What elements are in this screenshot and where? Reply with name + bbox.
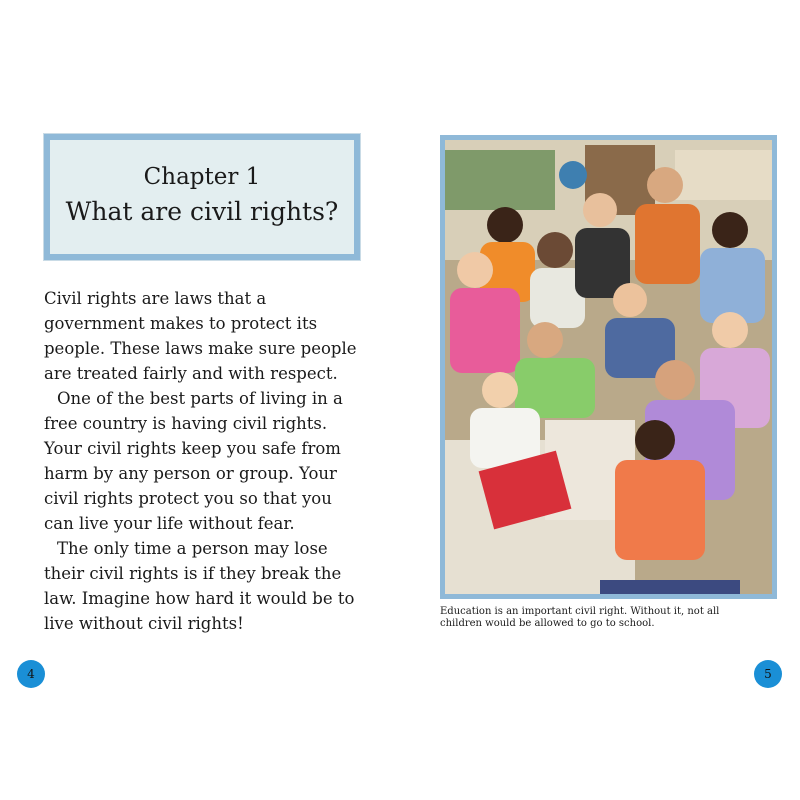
paragraph: Civil rights are laws that a government makes to protect its people. These laws make sure people are treated fairly and with respect. <box>44 289 357 383</box>
children-photo-illustration <box>445 140 772 594</box>
chapter-label: Chapter 1 <box>143 164 261 190</box>
chapter-title: What are civil rights? <box>65 197 339 226</box>
page-number-right: 5 <box>754 660 782 688</box>
paragraph: The only time a person may lose their civil rights is if they break the law. Imagine how hard it would be to live without civil rights! <box>44 539 355 633</box>
paragraph: One of the best parts of living in a free country is having civil rights. Your civil rights keep you safe from harm by any person or group. Your civil rights protect you so that you can live your life without fear. <box>44 389 343 533</box>
classroom-photo <box>440 135 777 599</box>
body-text <box>44 286 364 636</box>
page-number-left: 4 <box>17 660 45 688</box>
chapter-title-box <box>44 134 360 260</box>
photo-caption: Education is an important civil right. Without it, not all children would be allowed to go to school. <box>440 606 720 629</box>
